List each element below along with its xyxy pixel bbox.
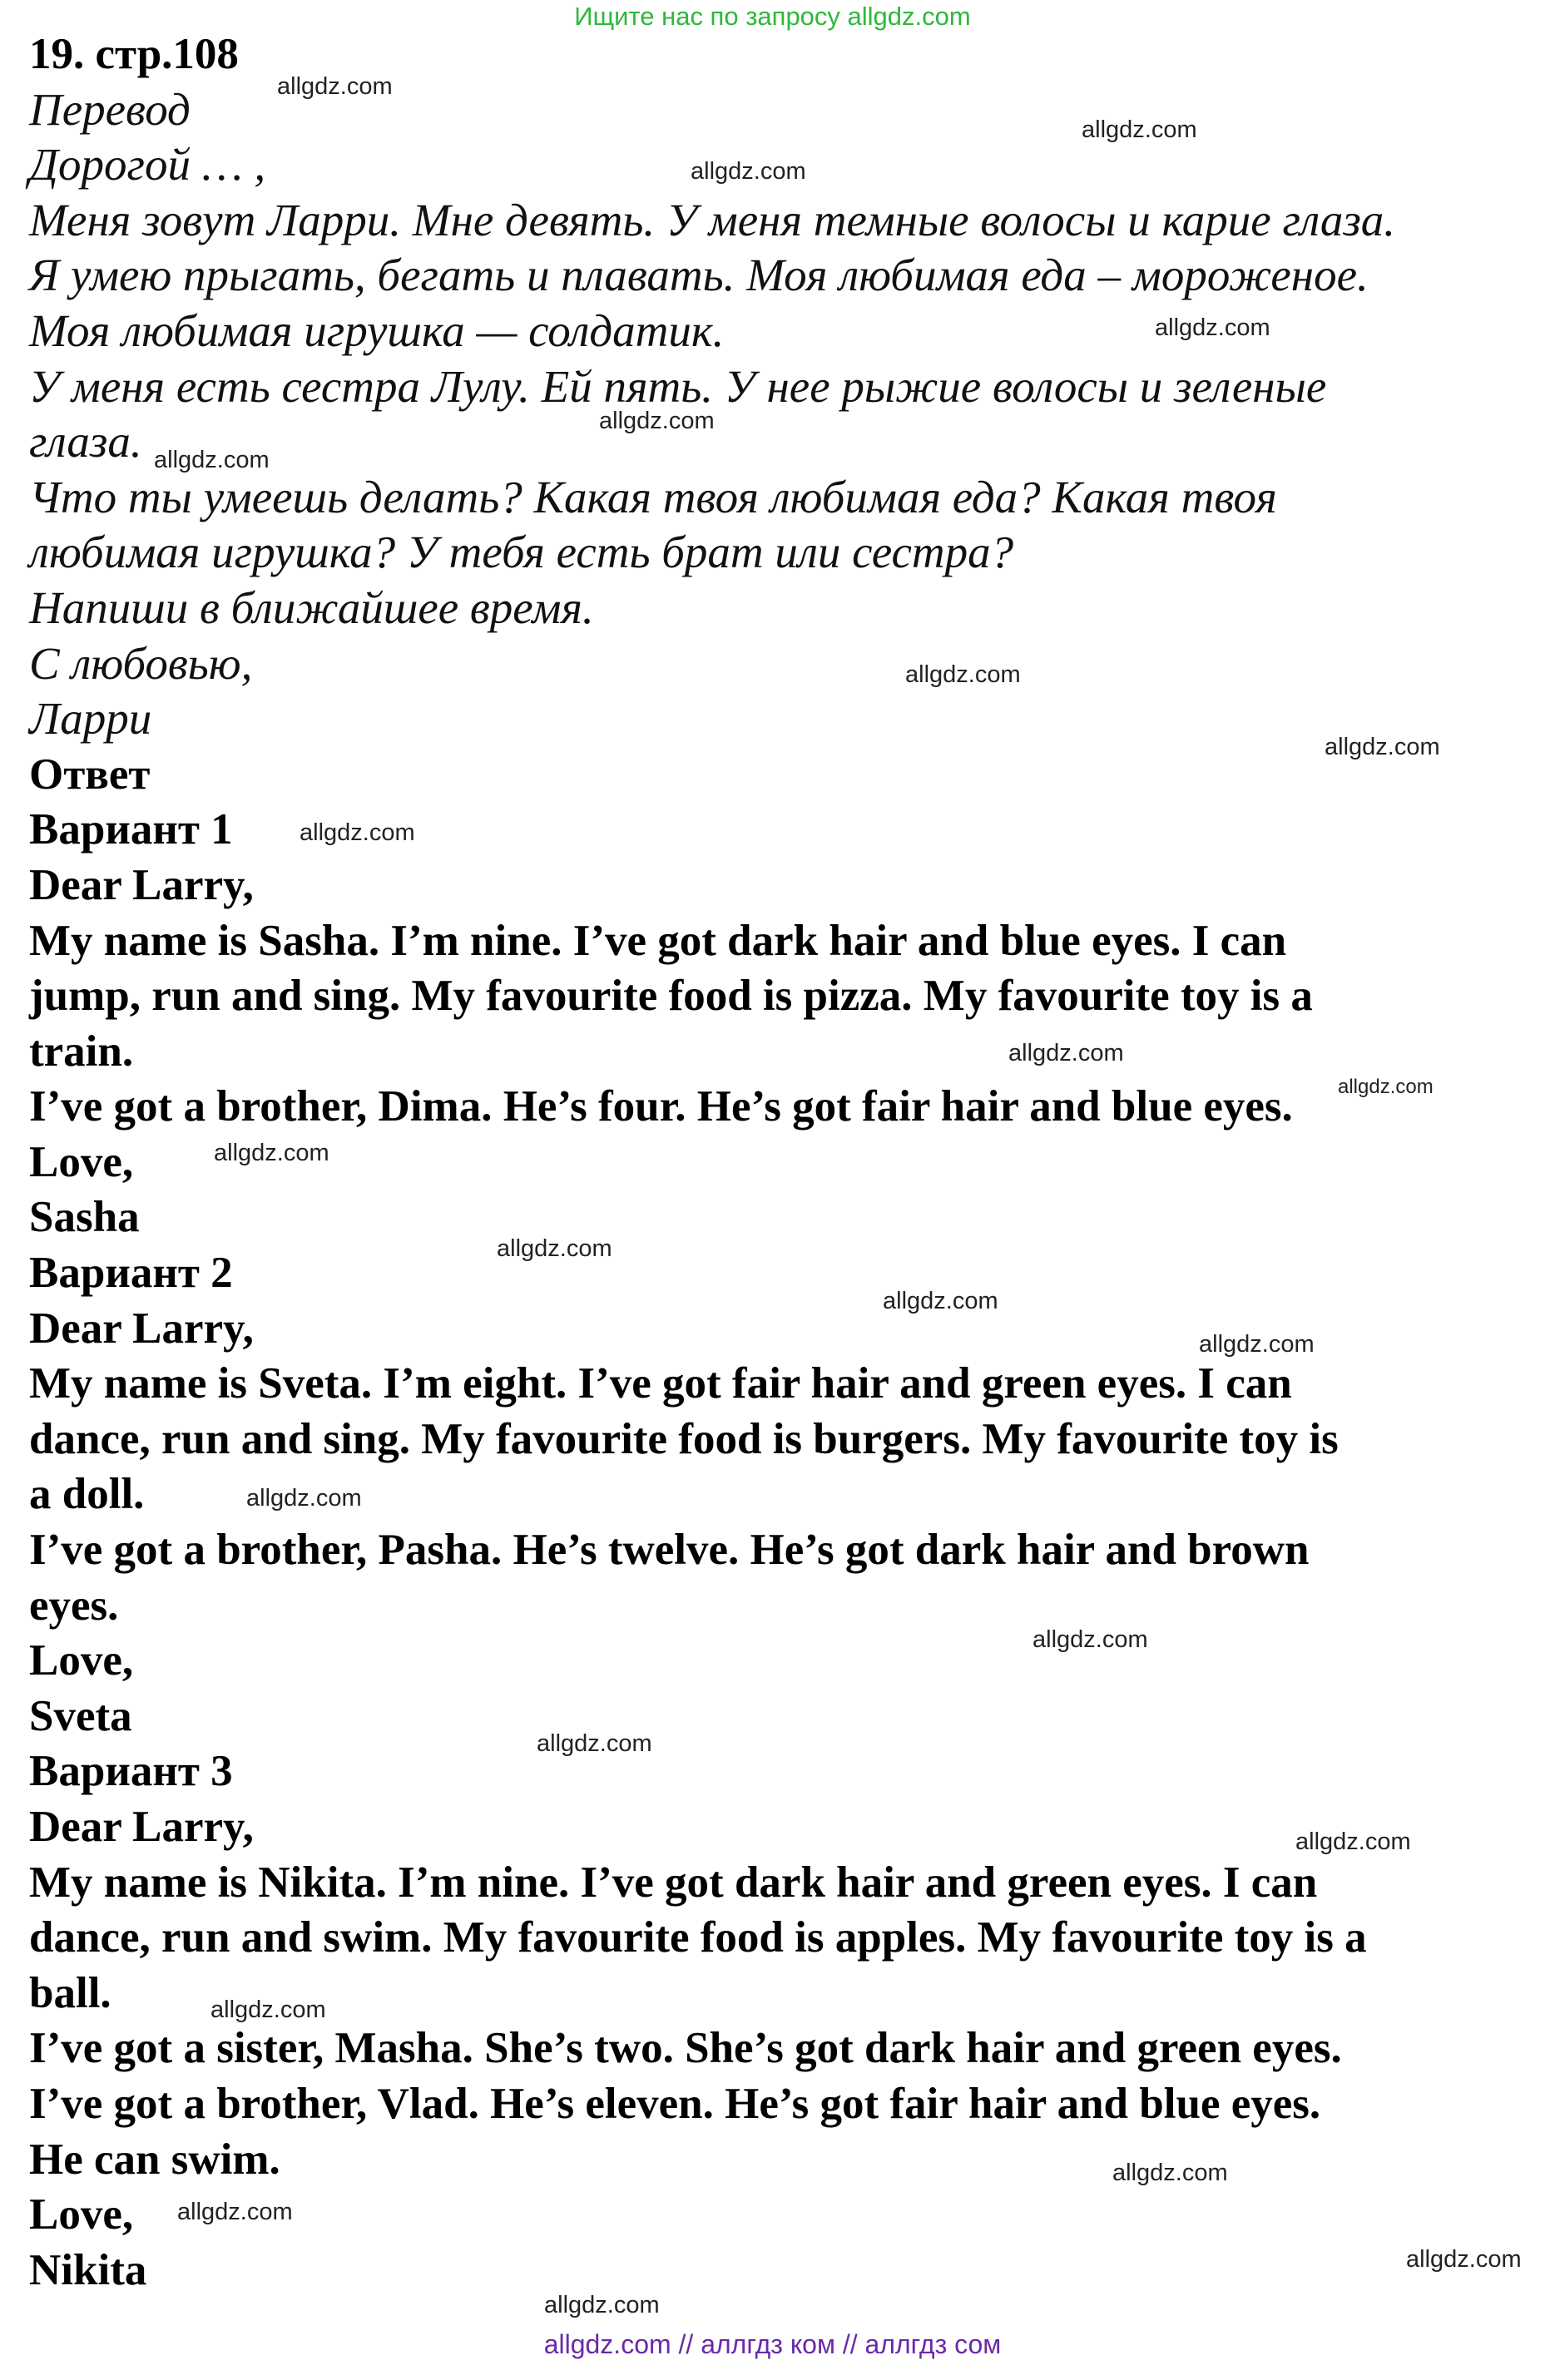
translation-line: глаза. (29, 416, 142, 468)
letter-line: Dear Larry, (29, 1304, 254, 1353)
letter-line: Nikita (29, 2245, 147, 2294)
translation-line: Я умею прыгать, бегать и плавать. Моя любимая еда – мороженое. (29, 250, 1369, 301)
translation-line: Дорогой … , (29, 139, 266, 190)
variant-1 (29, 802, 1527, 1245)
letter-line: Dear Larry, (29, 860, 254, 909)
letter-line: jump, run and sing. My favourite food is pizza. My favourite toy is a (29, 972, 1313, 1021)
watermark-text: allgdz.com (1112, 2160, 1228, 2186)
translation-line: У меня есть сестра Лулу. Ей пять. У нее рыжие волосы и зеленые (29, 360, 1327, 412)
watermark-text: allgdz.com (1032, 1626, 1148, 1653)
letter-line: My name is Sveta. I’m eight. I’ve got fair hair and green eyes. I can (29, 1359, 1292, 1408)
translation-line: любимая игрушка? У тебя есть брат или сестра? (29, 527, 1014, 578)
letter-line: I’ve got a sister, Masha. She’s two. She’s got dark hair and green eyes. (29, 2024, 1342, 2073)
top-banner: Ищите нас по запросу allgdz.com (574, 2, 971, 31)
watermark-text: allgdz.com (1338, 1076, 1434, 1098)
letter-line: ball. (29, 1968, 111, 2017)
letter-line: He can swim. (29, 2135, 280, 2184)
watermark-text: allgdz.com (1325, 734, 1440, 760)
watermark-text: allgdz.com (1199, 1331, 1315, 1358)
watermark-text: allgdz.com (277, 73, 393, 100)
watermark-text: allgdz.com (883, 1288, 998, 1314)
watermark-text: allgdz.com (300, 819, 415, 846)
variant-title: Вариант 1 (29, 805, 233, 854)
letter-line: Love, (29, 1636, 134, 1685)
translation-heading: Перевод (29, 83, 191, 135)
letter-line: My name is Nikita. I’m nine. I’ve got dark hair and green eyes. I can (29, 1858, 1318, 1907)
letter-line: Dear Larry, (29, 1803, 254, 1851)
watermark-text: allgdz.com (1295, 1828, 1411, 1855)
translation-line: С любовью, (29, 637, 253, 689)
translation-line: Напиши в ближайшее время. (29, 581, 594, 633)
watermark-text: allgdz.com (1082, 116, 1197, 143)
watermark-text: allgdz.com (177, 2199, 293, 2225)
footer-links: allgdz.com // аллгдз ком // аллгдз сом (543, 2329, 1002, 2359)
letter-line: Sveta (29, 1691, 132, 1740)
letter-line: My name is Sasha. I’m nine. I’ve got dark hair and blue eyes. I can (29, 916, 1287, 965)
watermark-text: allgdz.com (691, 158, 806, 185)
variant-title: Вариант 3 (29, 1747, 233, 1796)
translation-line: Ларри (29, 693, 152, 745)
letter-line: Love, (29, 1137, 134, 1186)
variant-title: Вариант 2 (29, 1249, 233, 1298)
watermark-text: allgdz.com (905, 661, 1021, 688)
watermark-text: allgdz.com (599, 408, 715, 434)
watermark-text: allgdz.com (210, 1997, 326, 2023)
letter-line: eyes. (29, 1581, 119, 1630)
letter-line: train. (29, 1027, 134, 1076)
letter-line: Sasha (29, 1193, 140, 1242)
exercise-title: 19. стр.108 (29, 30, 239, 78)
letter-line: I’ve got a brother, Dima. He’s four. He’s got fair hair and blue eyes. (29, 1082, 1293, 1131)
watermark-text: allgdz.com (1155, 314, 1270, 341)
letter-line: I’ve got a brother, Vlad. He’s eleven. He’s got fair hair and blue eyes. (29, 2079, 1321, 2128)
watermark-text: allgdz.com (537, 1730, 652, 1757)
letter-line: Love, (29, 2190, 134, 2239)
watermark-text: allgdz.com (154, 447, 270, 473)
watermark-text: allgdz.com (246, 1485, 362, 1512)
letter-line: a doll. (29, 1470, 145, 1519)
translation-line: Что ты умеешь делать? Какая твоя любимая еда? Какая твоя (29, 471, 1277, 522)
letter-line: I’ve got a brother, Pasha. He’s twelve. He’s got dark hair and brown (29, 1526, 1310, 1575)
watermark-text: allgdz.com (497, 1235, 612, 1262)
translation-line: Меня зовут Ларри. Мне девять. У меня темные волосы и карие глаза. (29, 194, 1396, 245)
translation-line: Моя любимая игрушка — солдатик. (29, 304, 725, 356)
watermark-text: allgdz.com (1008, 1040, 1124, 1066)
watermark-text: allgdz.com (544, 2292, 660, 2318)
watermark-text: allgdz.com (1406, 2246, 1522, 2273)
letter-line: dance, run and sing. My favourite food is burgers. My favourite toy is (29, 1414, 1339, 1463)
answer-heading: Ответ (29, 750, 151, 799)
letter-line: dance, run and swim. My favourite food is apples. My favourite toy is a (29, 1913, 1367, 1962)
watermark-text: allgdz.com (214, 1140, 329, 1166)
